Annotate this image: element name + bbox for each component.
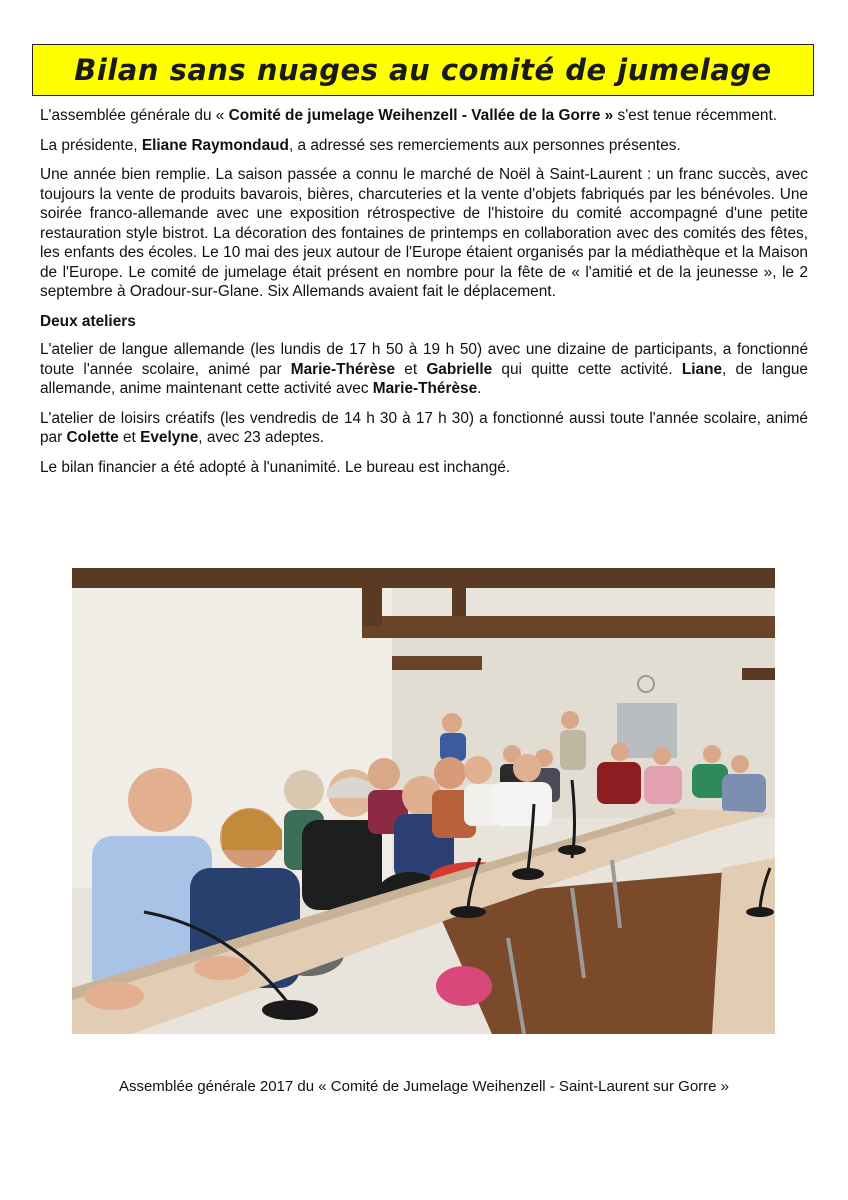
- paragraph-year-review: Une année bien remplie. La saison passée a connu le marché de Noël à Saint-Laurent : un franc succès, avec toujours la vente de produits bavarois, bières, charcuteries et la vente d'objets fabriqués par les bénévoles. Une soirée franco-allemande avec une exposition rétrospective de l'histoire du comité accompagné d'une petite restauration style bistrot. La décoration des fontaines de printemps en collaboration avec des comités des fêtes, les enfants des écoles. Le 10 mai des jeux autour de l'Europe étaient organisés par la médiathèque et la Maison de l'Europe. Le comité de jumelage était présent en nombre pour la fête de « l'amitié et de la jeunesse », le 2 septembre à Oradour-sur-Glane. Six Allemands avaient fait le déplacement.: [40, 166, 808, 300]
- headline-banner: [32, 44, 814, 96]
- paragraph-president: [40, 136, 808, 156]
- meeting-photo: [72, 568, 775, 1034]
- text-run: La présidente,: [40, 136, 142, 154]
- text-run: et: [118, 429, 141, 446]
- article-body: [40, 106, 808, 487]
- text-run: , a adressé ses remerciements aux personnes présentes.: [288, 136, 681, 154]
- text-run: , de langue allemande, anime maintenant cette activité avec: [40, 360, 808, 397]
- committee-name: Comité de jumelage Weihenzell - Vallée de la Gorre »: [228, 107, 614, 124]
- president-name: Eliane Raymondaud: [141, 136, 289, 154]
- meeting-photo-illustration: [72, 568, 775, 1034]
- person-name: Gabrielle: [426, 360, 493, 378]
- text-run: L'assemblée générale du «: [40, 107, 229, 124]
- person-name: Marie-Thérèse: [372, 380, 478, 397]
- person-name: Marie-Thérèse: [290, 360, 396, 378]
- text-run: et: [395, 360, 427, 378]
- person-name: Liane: [681, 360, 723, 378]
- text-run: qui quitte cette activité.: [492, 360, 682, 378]
- paragraph-intro: [40, 106, 808, 126]
- person-name: Evelyne: [140, 429, 199, 446]
- paragraph-german-workshop: [40, 340, 808, 399]
- text-run: s'est tenue récemment.: [613, 107, 778, 124]
- text-run: , avec 23 adeptes.: [198, 429, 325, 446]
- text-run: .: [477, 380, 482, 397]
- paragraph-creative-workshop: [40, 409, 808, 448]
- person-name: Colette: [66, 429, 119, 446]
- photo-caption: Assemblée générale 2017 du « Comité de Jumelage Weihenzell - Saint-Laurent sur Gorre »: [118, 1078, 730, 1095]
- subheading: Deux ateliers: [40, 312, 136, 330]
- headline: Bilan sans nuages au comité de jumelage: [74, 53, 772, 87]
- paragraph-financial: Le bilan financier a été adopté à l'unanimité. Le bureau est inchangé.: [40, 458, 511, 476]
- text-run: L'atelier de langue allemande (les lundis de 17 h 50 à 19 h 50) avec une dizaine de participants, a fonctionné toute l'année scolaire, animé par: [40, 341, 808, 378]
- text-run: L'atelier de loisirs créatifs (les vendredis de 14 h 30 à 17 h 30) a fonctionné aussi toute l'année scolaire, animé par: [40, 409, 808, 446]
